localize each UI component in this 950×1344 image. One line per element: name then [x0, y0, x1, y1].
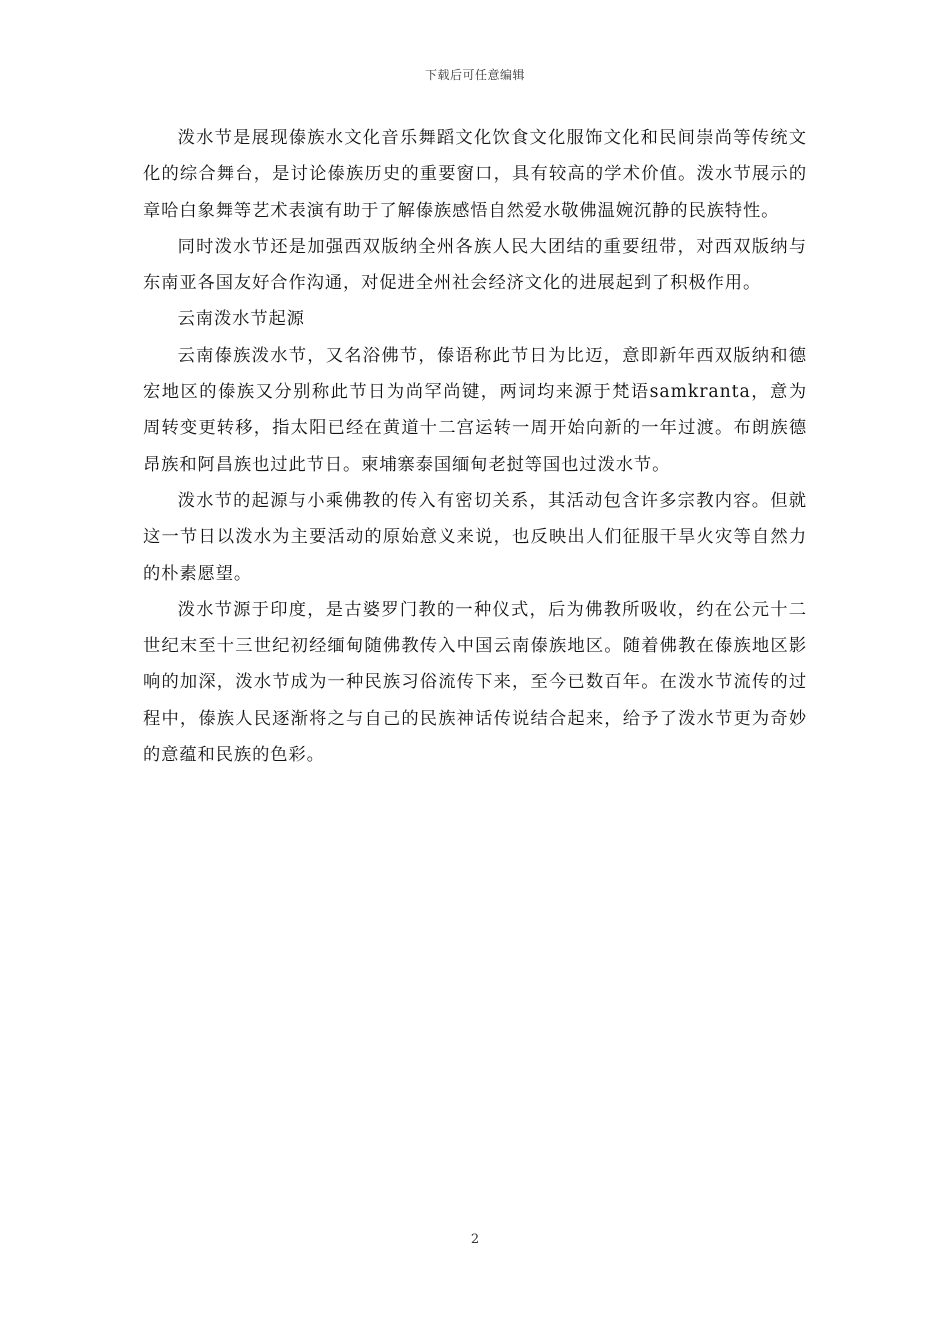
- page-header: 下载后可任意编辑: [424, 68, 525, 82]
- paragraph-india-origin: 泼水节源于印度，是古婆罗门教的一种仪式，后为佛教所吸收，约在公元十二世纪末至十三世纪初经缅甸随佛教传入中国云南傣族地区。随着佛教在傣族地区影响的加深，泼水节成为一种民族习俗流传下来，至今已数百年。在泼水节流传的过程中，傣族人民逐渐将之与自己的民族神话传说结合起来，给予了泼水节更为奇妙的意蕴和民族的色彩。: [143, 599, 807, 766]
- paragraph-unity-bond: 同时泼水节还是加强西双版纳全州各族人民大团结的重要纽带，对西双版纳与东南亚各国友好合作沟通，对促进全州社会经济文化的进展起到了积极作用。: [143, 236, 807, 294]
- paragraph-buddhism-relation: 泼水节的起源与小乘佛教的传入有密切关系，其活动包含许多宗教内容。但就这一节日以泼水为主要活动的原始意义来说，也反映出人们征服干旱火灾等自然力的朴素愿望。: [143, 490, 807, 584]
- paragraph-festival-significance: 泼水节是展现傣族水文化音乐舞蹈文化饮食文化服饰文化和民间崇尚等传统文化的综合舞台，是讨论傣族历史的重要窗口，具有较高的学术价值。泼水节展示的章哈白象舞等艺术表演有助于了解傣族感悟自然爱水敬佛温婉沉静的民族特性。: [143, 128, 807, 221]
- document-body: [143, 120, 807, 773]
- paragraph-names-etymology: 云南傣族泼水节，又名浴佛节，傣语称此节日为比迈，意即新年西双版纳和德宏地区的傣族又分别称此节日为尚罕尚键，两词均来源于梵语samkranta，意为周转变更转移，指太阳已经在黄道十二宫运转一周开始向新的一年过渡。布朗族德昂族和阿昌族也过此节日。柬埔寨泰国缅甸老挝等国也过泼水节。: [143, 345, 807, 475]
- page-number: 2: [470, 1232, 480, 1247]
- section-heading-origin: 云南泼水节起源: [177, 309, 305, 330]
